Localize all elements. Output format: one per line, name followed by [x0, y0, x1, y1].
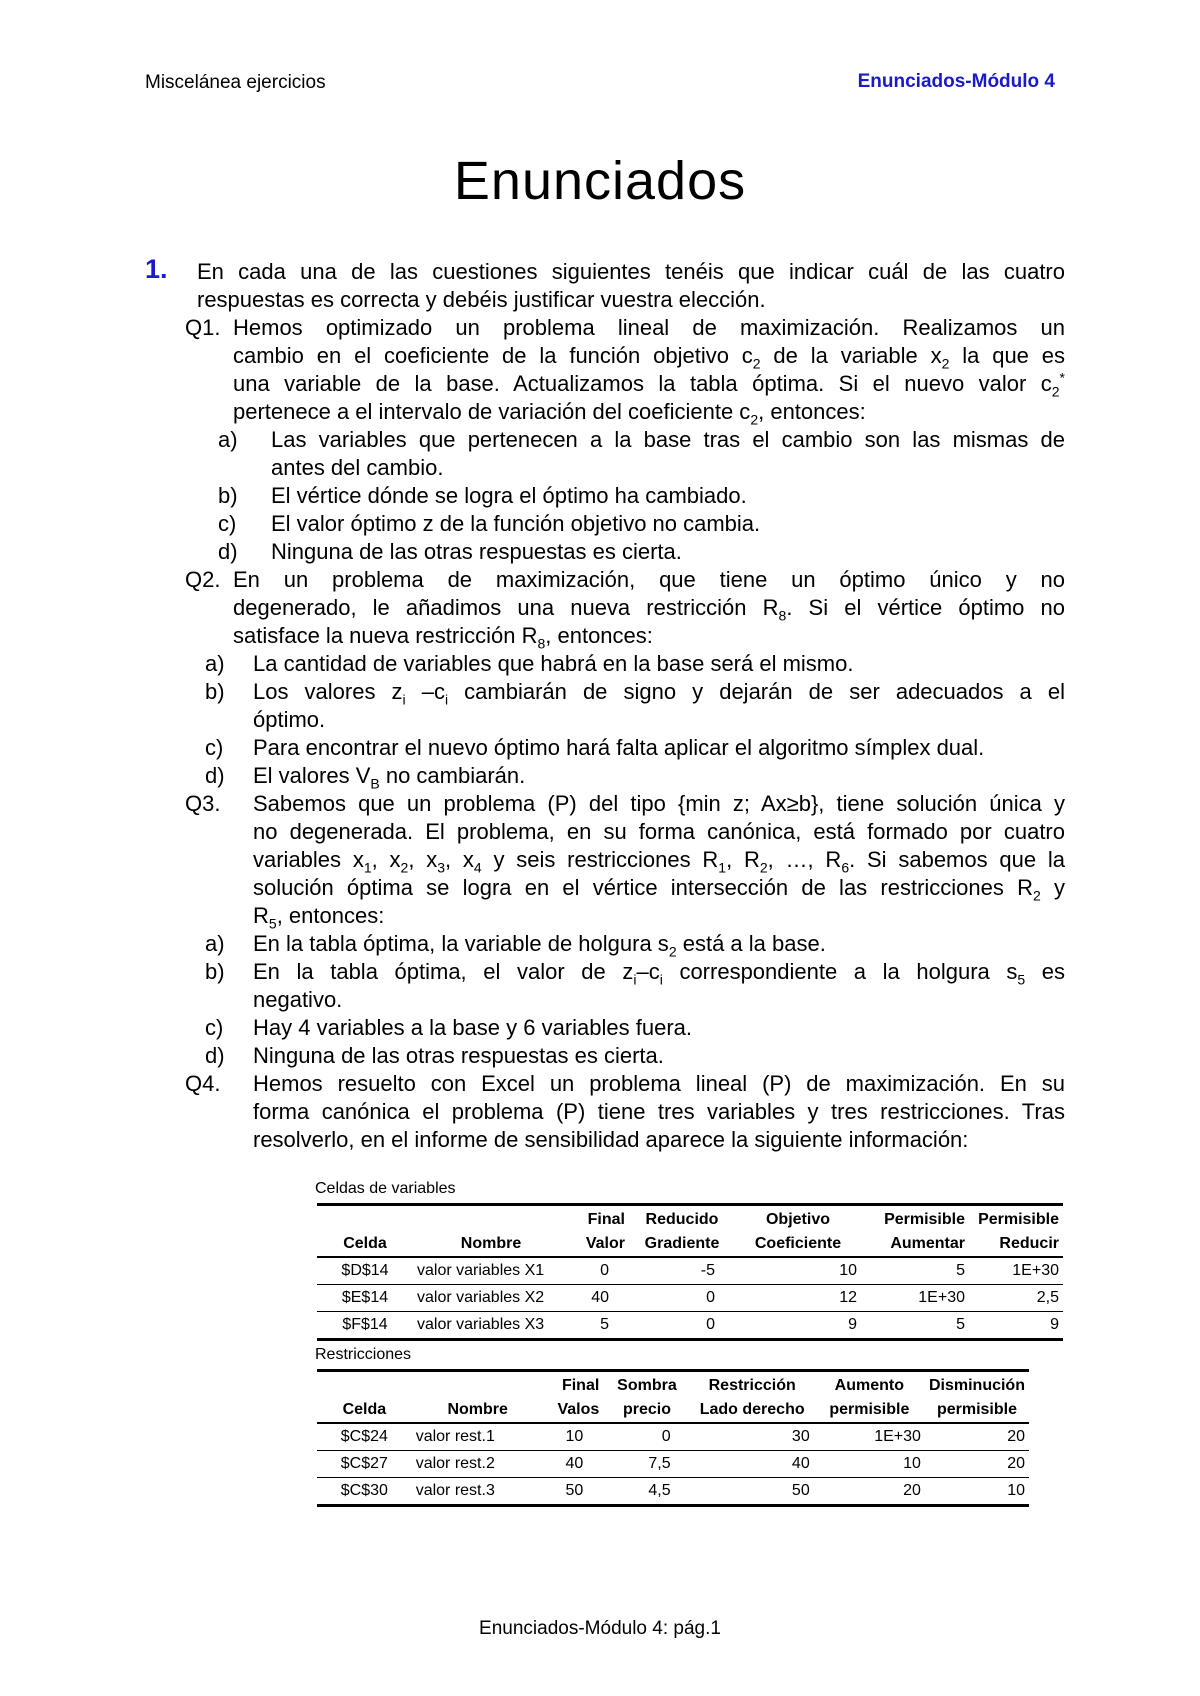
q1-option-a	[145, 426, 1065, 454]
q3-d-text: Ninguna de las otras respuestas es cierta.	[253, 1043, 664, 1068]
q3-option-c	[145, 1014, 1065, 1042]
q1-line-2	[145, 342, 1065, 370]
option-label: d)	[205, 1043, 225, 1068]
sub: 2	[750, 411, 759, 428]
sub: 5	[268, 915, 277, 932]
t: , x	[445, 847, 474, 872]
table-cell: 50	[791, 1482, 810, 1499]
q3-text-2: no degenerada. El problema, en su forma canónica, está formado por cuatro	[253, 819, 1065, 844]
table-cell: 10	[839, 1262, 857, 1279]
q2-text-3	[233, 622, 1065, 650]
table-cell: 0	[661, 1428, 671, 1445]
table-header: Celda	[342, 1401, 387, 1418]
table-cell: 9	[848, 1316, 857, 1333]
q1-a-text-1: Las variables que pertenecen a la base tras el cambio son las mismas de	[271, 427, 1065, 452]
table-cell: -5	[700, 1262, 715, 1279]
table-header: Final	[561, 1377, 600, 1394]
q1-option-b	[145, 482, 1065, 510]
q4-line-3	[145, 1126, 1065, 1154]
variables-table-caption: Celdas de variables	[315, 1180, 456, 1197]
q4-text-2: forma canónica el problema (P) tiene tres variables y tres restricciones. Tras	[253, 1099, 1065, 1124]
table-header: Lado derecho	[699, 1401, 805, 1418]
q1-text-2	[233, 342, 1065, 370]
table-cell: 12	[839, 1289, 857, 1306]
t: y seis restricciones R	[481, 847, 719, 872]
q2-text-2	[233, 594, 1065, 622]
table-cell: 20	[903, 1482, 921, 1499]
table-cell: 20	[1007, 1428, 1025, 1445]
option-label: c)	[205, 1015, 224, 1040]
t: y	[1040, 875, 1065, 900]
t: , x	[371, 847, 401, 872]
t: En la tabla óptima, la variable de holgura s	[253, 931, 669, 956]
table-cell: 1E+30	[918, 1289, 965, 1306]
q3-option-b-cont	[145, 986, 1065, 1014]
q4-label: Q4.	[185, 1071, 221, 1096]
table-header	[412, 1371, 544, 1399]
sub: i	[659, 971, 663, 986]
exercise-body	[145, 254, 1065, 1154]
q2-b-text-1	[253, 678, 1065, 706]
t: –c	[636, 959, 660, 984]
sup: *	[1059, 370, 1065, 386]
t: , …, R	[767, 847, 842, 872]
q1-line-3	[145, 370, 1065, 398]
q4-text-3: resolverlo, en el informe de sensibilidad aparece la siguiente información:	[253, 1127, 969, 1152]
table-cell: 10	[1007, 1482, 1025, 1499]
sub: 1	[718, 859, 727, 874]
q2-option-b	[145, 678, 1065, 706]
t: es	[1025, 959, 1065, 984]
t: , R	[726, 847, 760, 872]
table-cell: $C$24	[340, 1428, 388, 1445]
q1-text-1: Hemos optimizado un problema lineal de maximización. Realizamos un	[233, 315, 1065, 340]
table-cell: $C$27	[340, 1455, 388, 1472]
q3-label: Q3.	[185, 791, 221, 816]
q1-a-text-2: antes del cambio.	[271, 455, 444, 480]
q1-label: Q1.	[185, 315, 221, 340]
table-header: Valos	[557, 1401, 600, 1418]
table-header: Gradiente	[644, 1235, 720, 1252]
q1-line-1	[145, 314, 1065, 342]
page-title: Enunciados	[453, 151, 747, 211]
table-cell: valor variables X1	[417, 1262, 545, 1279]
table-header: Aumentar	[890, 1235, 965, 1252]
table-cell: $F$14	[342, 1316, 388, 1333]
q2-c-text: Para encontrar el nuevo óptimo hará falta aplicar el algoritmo símplex dual.	[253, 735, 985, 760]
q3-option-d	[145, 1042, 1065, 1070]
table-header: Valor	[585, 1235, 625, 1252]
option-label: b)	[205, 959, 225, 984]
q4-line-1	[145, 1070, 1065, 1098]
sub: 2	[1051, 383, 1060, 398]
question-number: 1.	[145, 254, 168, 284]
option-label: c)	[205, 735, 224, 760]
table-header-row	[317, 1232, 1063, 1257]
table-cell: $C$30	[340, 1482, 388, 1499]
q1-text-4b: , entonces:	[758, 399, 866, 424]
option-label: a)	[205, 931, 225, 956]
table-header: Objetivo	[765, 1211, 830, 1228]
sub: i	[633, 971, 637, 986]
table-header	[317, 1205, 413, 1233]
table-header	[413, 1205, 569, 1233]
q2-d-text	[253, 762, 1065, 790]
q2-b-text-1a: Los valores z	[253, 679, 403, 704]
table-header: permisible	[829, 1401, 910, 1418]
table-cell: 30	[791, 1428, 810, 1445]
option-label: d)	[218, 539, 238, 564]
sub: i	[402, 691, 406, 706]
table-header: Celda	[343, 1235, 387, 1252]
q2-b-text-1b: –c	[405, 679, 445, 704]
header-left: Miscelánea ejercicios	[145, 72, 326, 93]
q3-a-text	[253, 930, 1065, 958]
table-cell: valor rest.3	[415, 1482, 495, 1499]
table-header: Final	[587, 1211, 625, 1228]
table-header: Reducir	[999, 1235, 1059, 1252]
page-footer: Enunciados-Módulo 4: pág.1	[479, 1618, 721, 1639]
q3-line-5	[145, 902, 1065, 930]
table-cell: 0	[600, 1262, 609, 1279]
sub: 4	[473, 859, 482, 874]
q2-text-2b: . Si el vértice óptimo no	[786, 595, 1065, 620]
q2-option-d	[145, 762, 1065, 790]
t: está a la base.	[676, 931, 826, 956]
q2-option-b-cont	[145, 706, 1065, 734]
q1-line-4	[145, 398, 1065, 426]
table-cell: 20	[1007, 1455, 1025, 1472]
q2-text-1: En un problema de maximización, que tiene un óptimo único y no	[233, 567, 1065, 592]
table-row	[317, 1257, 1063, 1285]
q2-d-text-b: no cambiarán.	[379, 763, 526, 788]
t: variables x	[253, 847, 364, 872]
table-cell: 1E+30	[1012, 1262, 1059, 1279]
q1-text-4	[233, 398, 1065, 426]
sub: B	[370, 775, 380, 792]
q1-text-2c: la que es	[949, 343, 1065, 368]
q2-b-text-2: óptimo.	[253, 707, 326, 732]
table-cell: 50	[565, 1482, 584, 1499]
table-row	[317, 1312, 1063, 1340]
q1-c-text: El valor óptimo z de la función objetivo no cambia.	[271, 511, 761, 536]
t: . Si sabemos que la	[849, 847, 1065, 872]
table-header: Reducido	[645, 1211, 719, 1228]
t: solución óptima se logra en el vértice intersección de las restricciones R	[253, 875, 1033, 900]
table-cell: 10	[565, 1428, 584, 1445]
q1-b-text: El vértice dónde se logra el óptimo ha cambiado.	[271, 483, 747, 508]
t: R	[253, 903, 269, 928]
table-cell: $D$14	[341, 1262, 389, 1279]
constraints-table-caption: Restricciones	[315, 1346, 412, 1363]
table-cell: valor variables X2	[417, 1289, 545, 1306]
table-header-row	[317, 1205, 1063, 1233]
t: , entonces:	[276, 903, 385, 928]
q3-option-a	[145, 930, 1065, 958]
sub: 1	[363, 859, 372, 874]
q2-option-c	[145, 734, 1065, 762]
q3-b-text-2: negativo.	[253, 987, 343, 1012]
table-header: Coeficiente	[754, 1235, 842, 1252]
q1-option-a-cont	[145, 454, 1065, 482]
q3-line-2	[145, 818, 1065, 846]
table-cell: 5	[956, 1262, 965, 1279]
table-cell: 2,5	[1036, 1289, 1059, 1306]
t: correspondiente a la holgura s	[662, 959, 1018, 984]
q1-text-3	[233, 370, 1065, 398]
q1-option-d	[145, 538, 1065, 566]
intro-line-1	[145, 254, 1065, 286]
q3-text-1: Sabemos que un problema (P) del tipo {min z; Ax≥b}, tiene solución única y	[253, 791, 1065, 816]
q2-text-3a: satisface la nueva restricción R	[233, 623, 538, 648]
q4-line-2	[145, 1098, 1065, 1126]
q2-b-text-1c: cambiarán de signo y dejarán de ser adecuados a el	[448, 679, 1065, 704]
table-header: precio	[622, 1401, 671, 1418]
table-row	[317, 1451, 1029, 1478]
t: En la tabla óptima, el valor de z	[253, 959, 634, 984]
table-cell: valor rest.1	[415, 1428, 495, 1445]
table-header: Permisible	[884, 1211, 965, 1228]
q3-text-4	[253, 874, 1065, 902]
table-header: Disminución	[928, 1377, 1025, 1394]
option-label: b)	[205, 679, 225, 704]
table-cell: 7,5	[648, 1455, 671, 1472]
q2-text-3b: , entonces:	[545, 623, 653, 648]
table-cell: valor variables X3	[417, 1316, 545, 1333]
q2-text-2a: degenerado, le añadimos una nueva restricción R	[233, 595, 779, 620]
table-header: Aumento	[834, 1377, 904, 1394]
q2-a-text: La cantidad de variables que habrá en la base será el mismo.	[253, 651, 854, 676]
sub: 2	[941, 355, 950, 370]
sub: 2	[400, 859, 409, 874]
q1-text-4a: pertenece a el intervalo de variación del coeficiente c	[233, 399, 751, 424]
option-label: a)	[205, 651, 225, 676]
sub: 2	[759, 859, 768, 874]
table-row	[317, 1478, 1029, 1506]
table-header: Nombre	[460, 1235, 522, 1252]
q2-line-3	[145, 622, 1065, 650]
table-header: permisible	[936, 1401, 1017, 1418]
table-header: Permisible	[978, 1211, 1059, 1228]
table-cell: 1E+30	[874, 1428, 921, 1445]
table-cell: valor rest.2	[415, 1455, 495, 1472]
sub: 8	[537, 635, 546, 652]
table-header-row	[317, 1371, 1029, 1399]
option-label: b)	[218, 483, 238, 508]
sub: 2	[1032, 887, 1041, 902]
q1-text-3a: una variable de la base. Actualizamos la tabla óptima. Si el nuevo valor c	[233, 371, 1052, 396]
q1-d-text: Ninguna de las otras respuestas es cierta.	[271, 539, 682, 564]
header-right: Enunciados-Módulo 4	[857, 71, 1055, 92]
q1-text-2b: de la variable x	[760, 343, 942, 368]
table-row	[317, 1423, 1029, 1451]
intro-text-1: En cada una de las cuestiones siguientes tenéis que indicar cuál de las cuatro	[197, 259, 1065, 284]
table-header	[317, 1371, 412, 1399]
table-cell: 10	[903, 1455, 921, 1472]
intro-text-2: respuestas es correcta y debéis justificar vuestra elección.	[197, 287, 766, 312]
constraints-table	[317, 1369, 1029, 1507]
q3-line-4	[145, 874, 1065, 902]
q3-b-text-1	[253, 958, 1065, 986]
q2-option-a	[145, 650, 1065, 678]
table-cell: 5	[600, 1316, 609, 1333]
option-label: d)	[205, 763, 225, 788]
table-cell: 40	[565, 1455, 584, 1472]
table-header: Restricción	[708, 1377, 796, 1394]
table-cell: 0	[706, 1289, 715, 1306]
q3-c-text: Hay 4 variables a la base y 6 variables fuera.	[253, 1015, 693, 1040]
table-cell: 40	[591, 1289, 609, 1306]
sub: 6	[841, 859, 850, 874]
q2-d-text-a: El valores V	[253, 763, 371, 788]
table-cell: 0	[706, 1316, 715, 1333]
q4-text-1: Hemos resuelto con Excel un problema lineal (P) de maximización. En su	[253, 1071, 1065, 1096]
table-cell: 40	[791, 1455, 810, 1472]
table-header-row	[317, 1398, 1029, 1423]
t: , x	[408, 847, 438, 872]
table-row	[317, 1285, 1063, 1312]
option-label: c)	[218, 511, 237, 536]
table-header: Nombre	[447, 1401, 508, 1418]
q2-line-2	[145, 594, 1065, 622]
q2-label: Q2.	[185, 567, 221, 592]
variables-table	[317, 1203, 1063, 1341]
option-label: a)	[218, 427, 238, 452]
sub: i	[444, 691, 449, 706]
sub: 2	[752, 355, 761, 370]
sub: 3	[437, 859, 445, 874]
table-cell: 5	[956, 1316, 965, 1333]
sub: 2	[668, 943, 677, 960]
q3-text-5	[253, 902, 1065, 930]
table-cell: 9	[1050, 1316, 1059, 1333]
sub: 8	[778, 607, 787, 622]
table-cell: 4,5	[648, 1482, 671, 1499]
intro-line-2	[145, 286, 1065, 314]
table-header: Sombra	[617, 1377, 677, 1394]
q1-option-c	[145, 510, 1065, 538]
sub: 5	[1017, 971, 1026, 986]
q2-line-1	[145, 566, 1065, 594]
q3-line-1	[145, 790, 1065, 818]
q3-line-3	[145, 846, 1065, 874]
table-cell: $E$14	[341, 1289, 389, 1306]
q1-text-2a: cambio en el coeficiente de la función objetivo c	[233, 343, 753, 368]
q3-option-b	[145, 958, 1065, 986]
q3-text-3	[253, 846, 1065, 874]
